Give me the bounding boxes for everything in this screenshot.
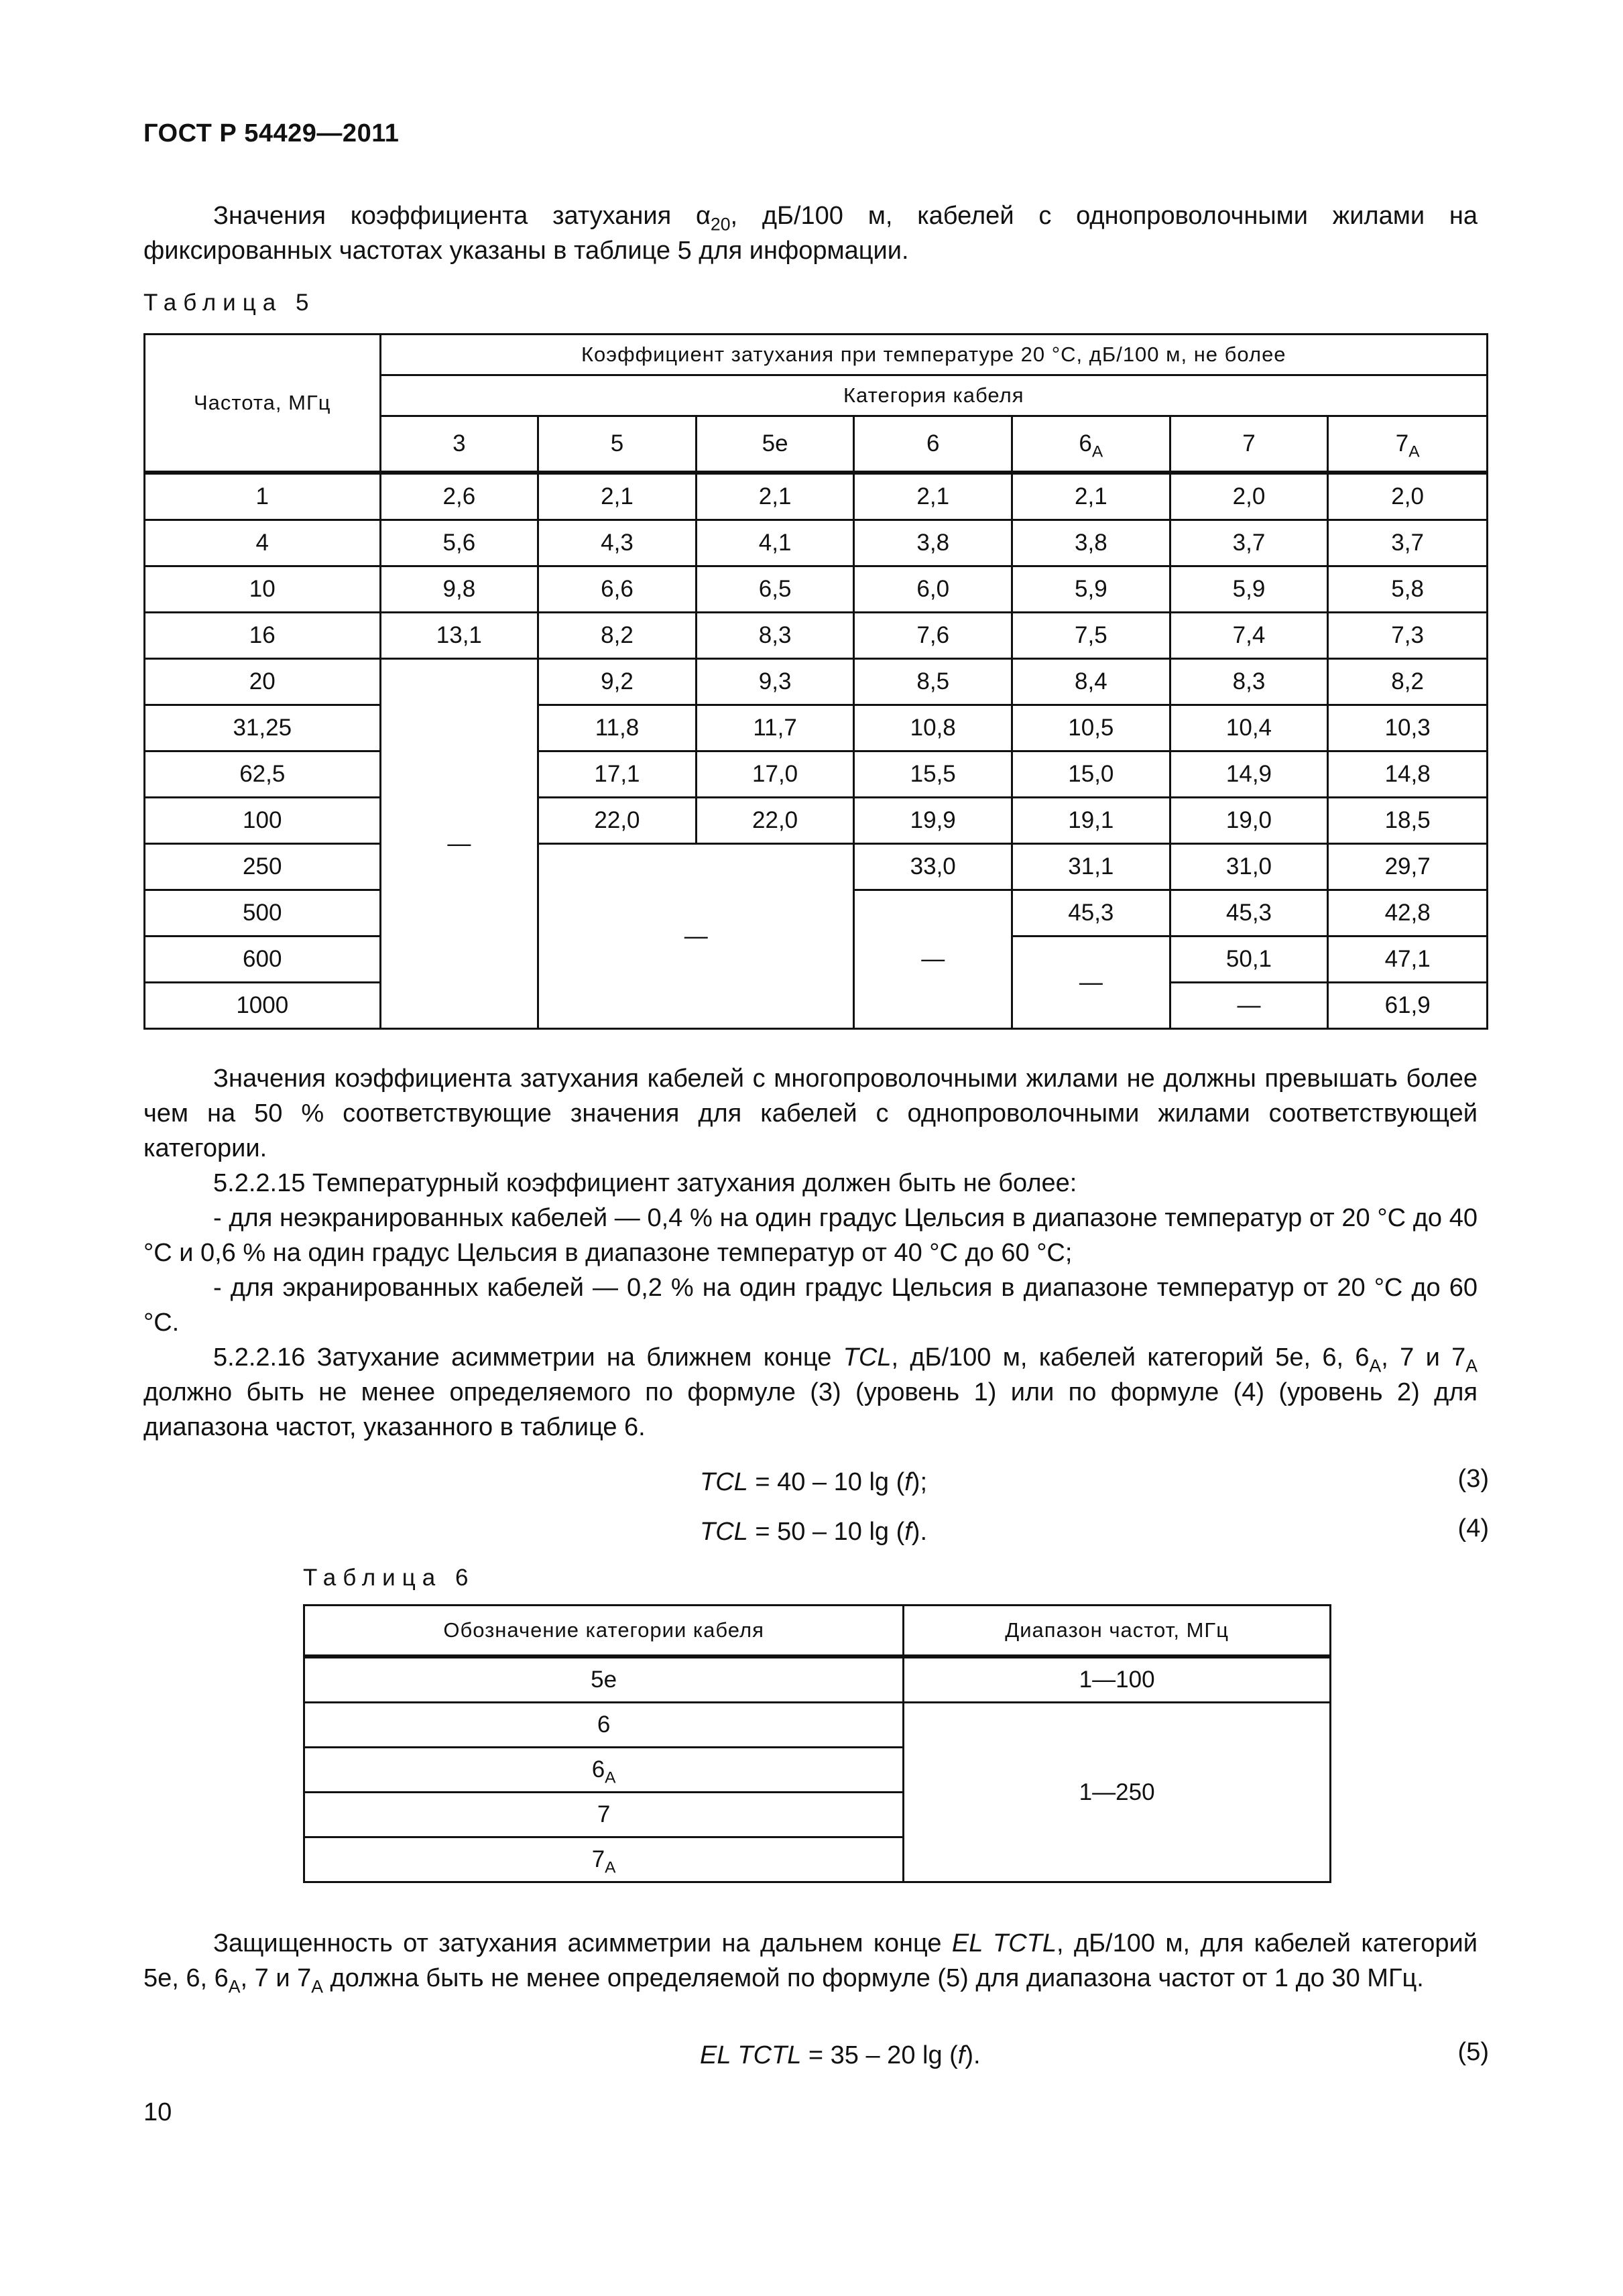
document-header: ГОСТ Р 54429—2011 <box>143 119 400 147</box>
paragraph-multiwire: Значения коэффициента затухания кабелей с многопроволочными жилами не должны превышать более чем на 50 % соответствующие значения для кабелей с однопроволочными жилами соответствующей категории. <box>143 1065 1478 1162</box>
value-cell: 7,6 <box>854 613 1012 659</box>
category-col-3: 6 <box>854 416 1012 473</box>
value-cell: 10,4 <box>1170 705 1328 751</box>
formula-3: TCL = 40 – 10 lg (f); <box>700 1468 928 1496</box>
formula-4-number: (4) <box>1457 1514 1489 1543</box>
category-col-4: $6_А$ <box>1012 416 1170 473</box>
value-cell: 4,3 <box>538 520 697 566</box>
value-cell: 22,0 <box>538 798 697 844</box>
value-cell: 42,8 <box>1328 890 1488 936</box>
value-cell: 4,1 <box>696 520 854 566</box>
value-cell: 7,5 <box>1012 613 1170 659</box>
value-cell: 6,6 <box>538 566 697 613</box>
freq-cell: 16 <box>145 613 381 659</box>
value-cell: 14,9 <box>1170 751 1328 798</box>
value-cell: 5,8 <box>1328 566 1488 613</box>
value-cell: 7,4 <box>1170 613 1328 659</box>
value-cell: 2,1 <box>538 473 697 520</box>
value-cell: 9,3 <box>696 659 854 705</box>
freq-cell: 10 <box>145 566 381 613</box>
value-cell: 2,6 <box>380 473 538 520</box>
table-row <box>304 1656 1331 1703</box>
value-cell: 10,8 <box>854 705 1012 751</box>
freq-cell: 1000 <box>145 983 381 1029</box>
category-cell: 6 <box>304 1703 904 1748</box>
intro-text-a: Значения коэффициента затухания <box>213 202 696 230</box>
value-cell: 61,9 <box>1328 983 1488 1029</box>
category-cell: $6_А$ <box>304 1748 904 1793</box>
value-cell: 3,8 <box>1012 520 1170 566</box>
paragraph-unshielded: - для неэкранированных кабелей — 0,4 % на один градус Цельсия в диапазоне температур от 20 °С до 40 °С и 0,6 % на один градус Цельсия в диапазоне температур от 40 °С до 60 °С; <box>143 1204 1478 1267</box>
intro-text-b: , дБ/100 м, кабелей с однопроволочными жилами на фиксированных частотах указаны в таблице 5 для информации. <box>143 202 1478 265</box>
value-cell: 3,7 <box>1170 520 1328 566</box>
category-col-6: $7_А$ <box>1328 416 1488 473</box>
paragraph-shielded: - для экранированных кабелей — 0,2 % на один градус Цельсия в диапазоне температур от 20 °С до 60 °С. <box>143 1274 1478 1337</box>
value-cell: 17,1 <box>538 751 697 798</box>
value-cell: 2,0 <box>1170 473 1328 520</box>
table5-caption: Таблица 5 <box>143 290 316 316</box>
value-cell: 14,8 <box>1328 751 1488 798</box>
table6-caption: Таблица 6 <box>303 1565 475 1591</box>
value-cell: 45,3 <box>1012 890 1170 936</box>
table-row <box>145 798 1488 844</box>
value-cell: 18,5 <box>1328 798 1488 844</box>
value-cell: 8,2 <box>538 613 697 659</box>
formula-5-number: (5) <box>1457 2038 1489 2066</box>
intro-paragraph <box>143 198 1478 268</box>
value-cell: 47,1 <box>1328 936 1488 983</box>
freq-cell: 4 <box>145 520 381 566</box>
range-cell: 1—100 <box>904 1656 1331 1703</box>
category-cell: $7_А$ <box>304 1837 904 1882</box>
value-cell: 17,0 <box>696 751 854 798</box>
alpha-subscript: 20 <box>710 214 731 235</box>
value-cell: 19,0 <box>1170 798 1328 844</box>
value-cell: 2,1 <box>854 473 1012 520</box>
freq-cell: 600 <box>145 936 381 983</box>
category-cell: 5е <box>304 1656 904 1703</box>
formula-4: TCL = 50 – 10 lg (f). <box>700 1518 928 1546</box>
value-cell: 8,2 <box>1328 659 1488 705</box>
value-cell: 19,1 <box>1012 798 1170 844</box>
freq-cell: 31,25 <box>145 705 381 751</box>
table-row <box>145 659 1488 705</box>
page-number: 10 <box>143 2098 172 2126</box>
dash-cell: — <box>380 659 538 1029</box>
value-cell: 2,0 <box>1328 473 1488 520</box>
freq-cell: 1 <box>145 473 381 520</box>
category-cell: 7 <box>304 1793 904 1837</box>
table-row <box>145 566 1488 613</box>
alpha-symbol: α <box>695 202 711 230</box>
table6-col-range: Диапазон частот, МГц <box>904 1606 1331 1657</box>
dash-cell: — <box>854 890 1012 1029</box>
freq-cell: 500 <box>145 890 381 936</box>
table-row <box>145 613 1488 659</box>
formula-5: EL TCTL = 35 – 20 lg (f). <box>700 2041 981 2069</box>
value-cell: 6,0 <box>854 566 1012 613</box>
value-cell: 9,2 <box>538 659 697 705</box>
category-col-2: 5е <box>696 416 854 473</box>
freq-cell: 250 <box>145 844 381 890</box>
table-row <box>304 1703 1331 1748</box>
value-cell: 11,7 <box>696 705 854 751</box>
value-cell: 5,9 <box>1170 566 1328 613</box>
value-cell: 8,4 <box>1012 659 1170 705</box>
value-cell: 8,3 <box>696 613 854 659</box>
category-col-1: 5 <box>538 416 697 473</box>
paragraph-5-2-2-16: 5.2.2.16 Затухание асимметрии на ближнем конце TCL, дБ/100 м, кабелей категорий 5е, 6, $6_А$, 7 и $7_А$ должно быть не менее определяемого по формуле (3) (уровень 1) или по формуле (4) (уровень 2) для диапазона частот, указанного в таблице 6. <box>143 1343 1478 1441</box>
value-cell: 6,5 <box>696 566 854 613</box>
value-cell: 2,1 <box>1012 473 1170 520</box>
table6-col-category: Обозначение категории кабеля <box>304 1606 904 1657</box>
value-cell: 5,6 <box>380 520 538 566</box>
freq-cell: 20 <box>145 659 381 705</box>
range-cell: 1—250 <box>904 1703 1331 1882</box>
value-cell: 8,5 <box>854 659 1012 705</box>
dash-cell: — <box>538 844 854 1029</box>
value-cell: 3,7 <box>1328 520 1488 566</box>
category-header: Категория кабеля <box>380 375 1487 416</box>
value-cell: 33,0 <box>854 844 1012 890</box>
value-cell: 22,0 <box>696 798 854 844</box>
value-cell: 45,3 <box>1170 890 1328 936</box>
value-cell: 3,8 <box>854 520 1012 566</box>
table-6 <box>303 1604 1331 1883</box>
value-cell: 10,5 <box>1012 705 1170 751</box>
value-cell: 15,0 <box>1012 751 1170 798</box>
dash-cell: — <box>1170 983 1328 1029</box>
table-5 <box>143 333 1488 1030</box>
category-col-0: 3 <box>380 416 538 473</box>
value-cell: 9,8 <box>380 566 538 613</box>
category-col-5: 7 <box>1170 416 1328 473</box>
formula-3-number: (3) <box>1457 1465 1489 1493</box>
paragraph-5-2-2-15: 5.2.2.15 Температурный коэффициент затухания должен быть не более: <box>213 1169 1077 1197</box>
value-cell: 13,1 <box>380 613 538 659</box>
value-cell: 7,3 <box>1328 613 1488 659</box>
table-row <box>145 473 1488 520</box>
value-cell: 50,1 <box>1170 936 1328 983</box>
value-cell: 8,3 <box>1170 659 1328 705</box>
value-cell: 15,5 <box>854 751 1012 798</box>
value-cell: 2,1 <box>696 473 854 520</box>
freq-cell: 100 <box>145 798 381 844</box>
value-cell: 19,9 <box>854 798 1012 844</box>
table-row <box>145 844 1488 890</box>
freq-cell: 62,5 <box>145 751 381 798</box>
value-cell: 29,7 <box>1328 844 1488 890</box>
value-cell: 5,9 <box>1012 566 1170 613</box>
paragraph-el-tctl: Защищенность от затухания асимметрии на дальнем конце EL TCTL, дБ/100 м, для кабелей категорий 5е, 6, $6_А$, 7 и $7_А$ должна быть не менее определяемой по формуле (5) для диапазона частот от 1 до 30 МГц. <box>143 1929 1478 1997</box>
attenuation-header: Коэффициент затухания при температуре 20 °С, дБ/100 м, не более <box>380 335 1487 375</box>
value-cell: 11,8 <box>538 705 697 751</box>
freq-header: Частота, МГц <box>145 335 381 473</box>
value-cell: 10,3 <box>1328 705 1488 751</box>
table-row <box>145 520 1488 566</box>
value-cell: 31,0 <box>1170 844 1328 890</box>
table-row <box>145 705 1488 751</box>
value-cell: 31,1 <box>1012 844 1170 890</box>
table-row <box>145 751 1488 798</box>
dash-cell: — <box>1012 936 1170 1029</box>
